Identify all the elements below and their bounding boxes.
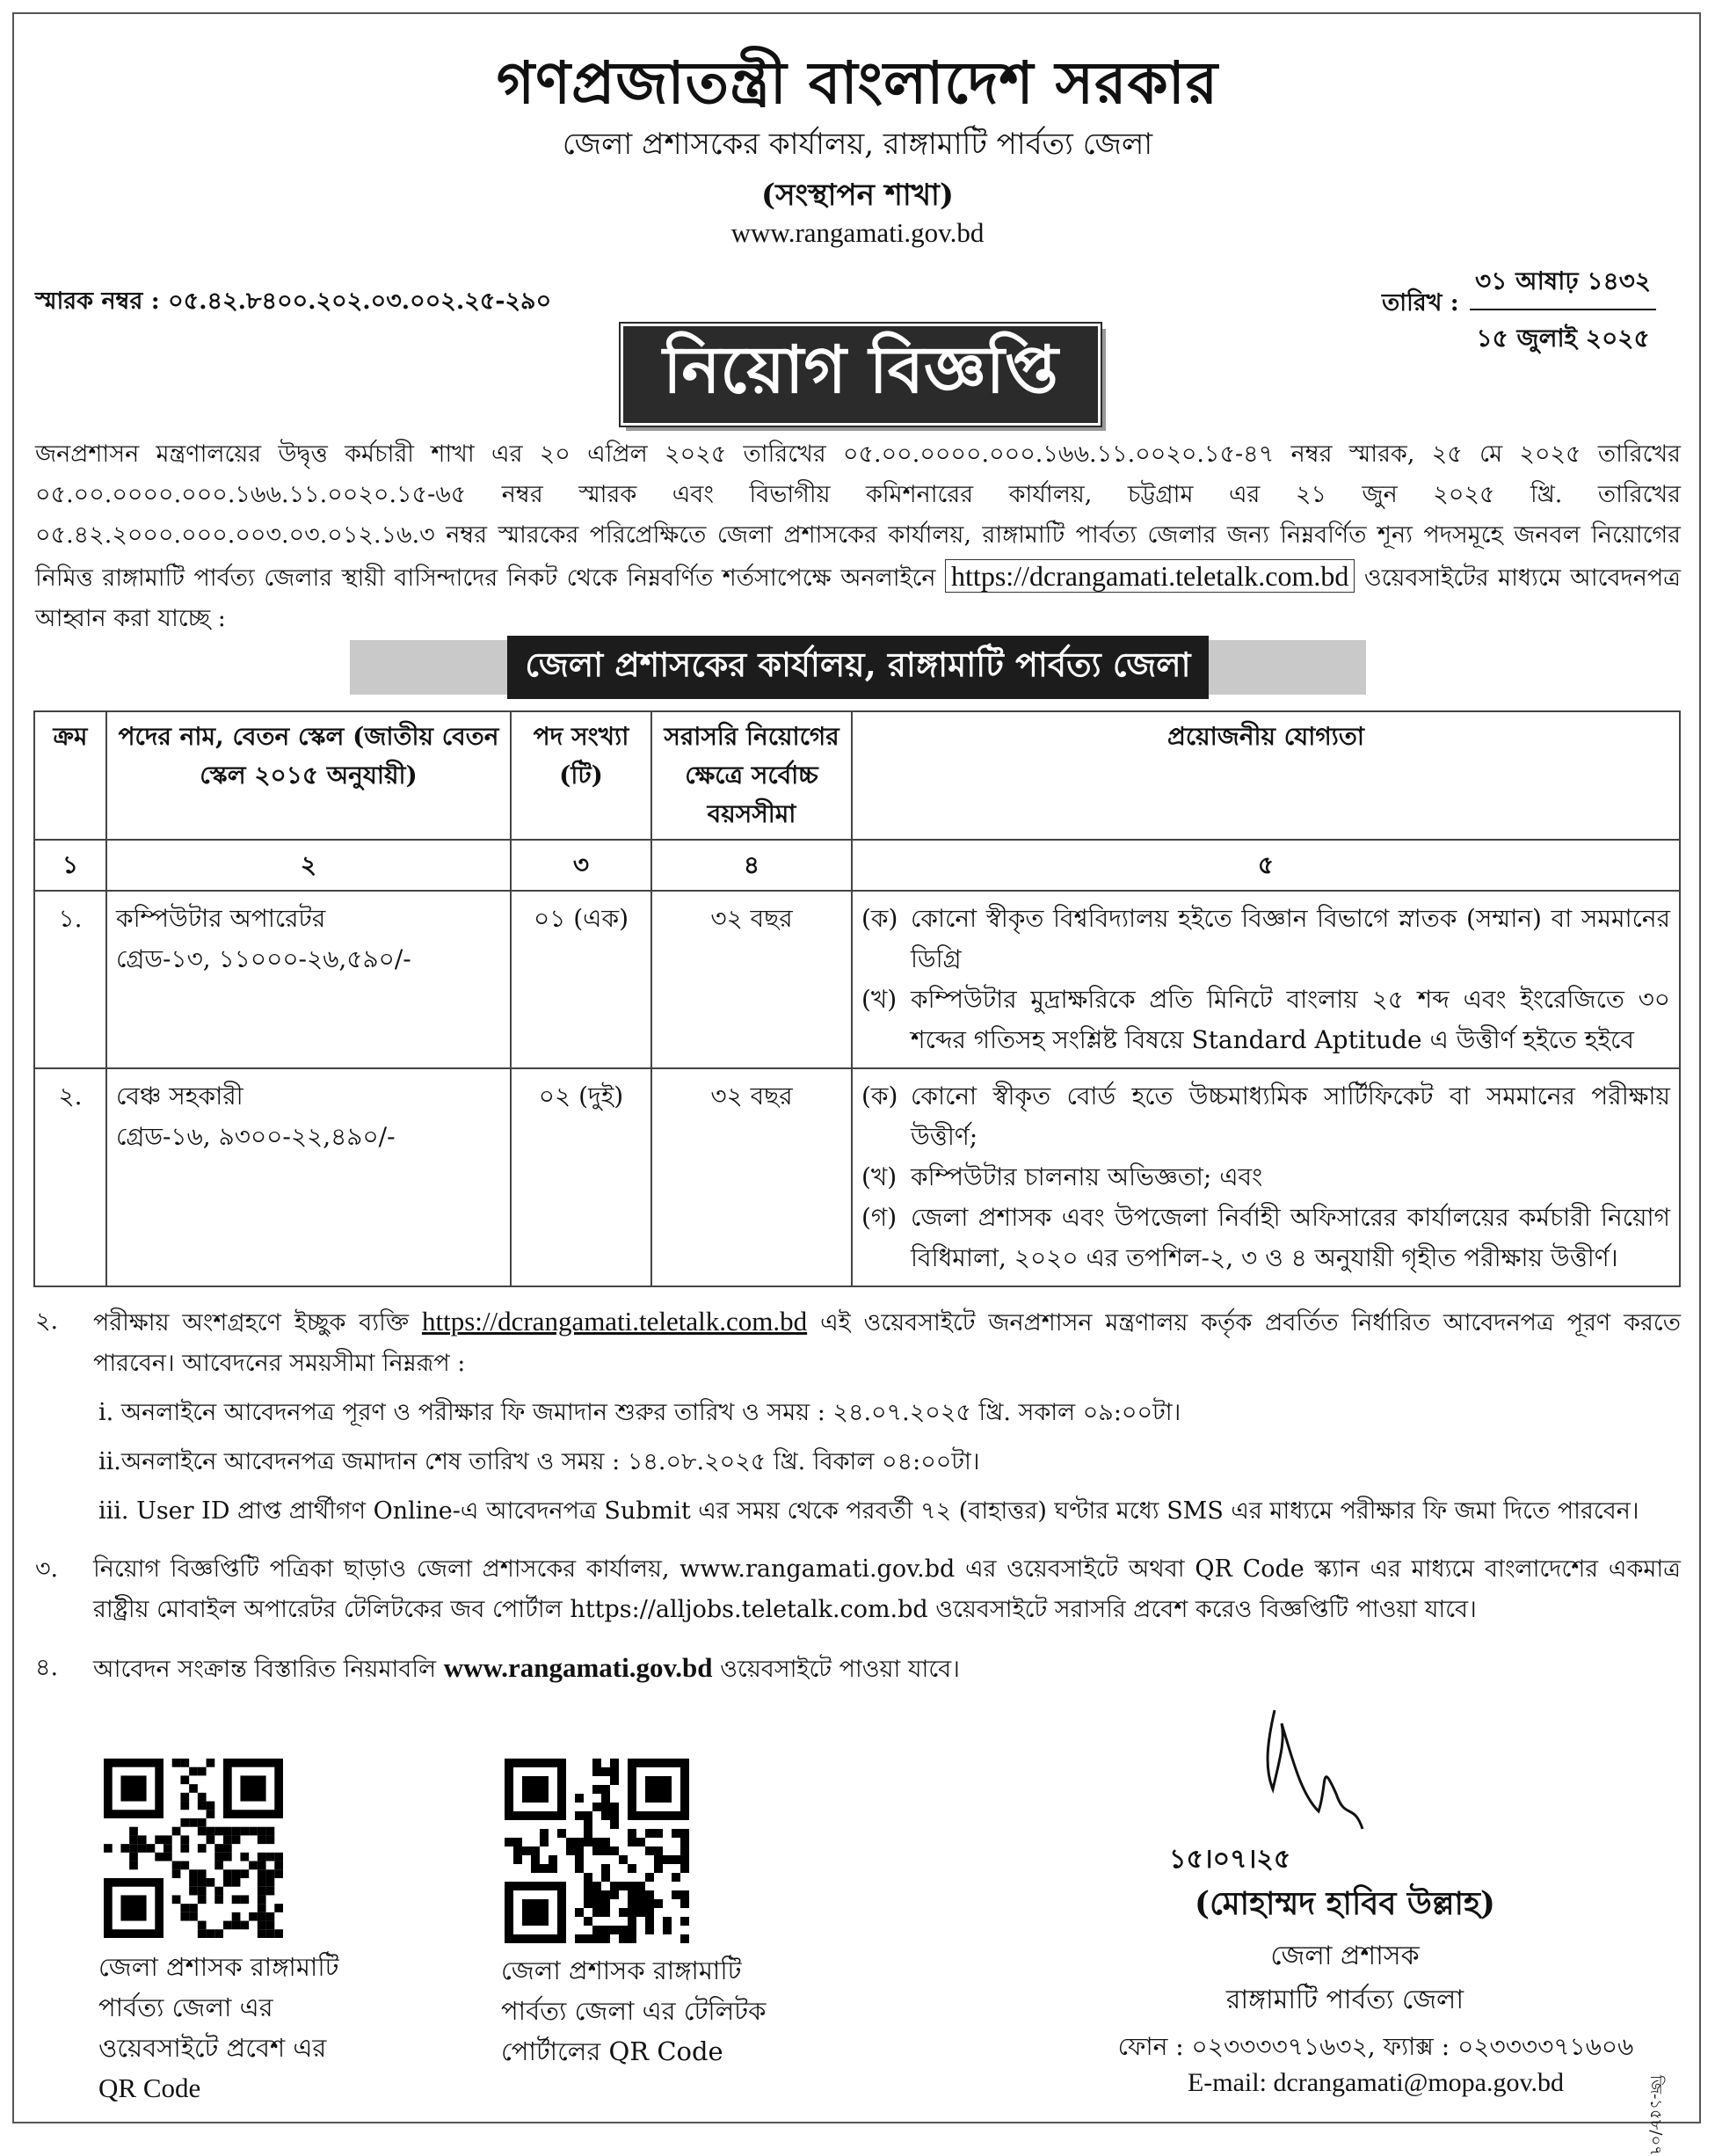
office-bar-label: জেলা প্রশাসকের কার্যালয়, রাঙ্গামাটি পার্বত্য জেলা (507, 636, 1208, 699)
branch-name: (সংস্থাপন শাখা) (760, 178, 954, 213)
qr-caption-right (501, 1950, 766, 2072)
post-name: বেঞ্চ সহকারী (116, 1082, 243, 1111)
row-age: ৩২ বছর (651, 891, 852, 1068)
government-title: গণপ্রজাতন্ত্রী বাংলাদেশ সরকার (496, 48, 1219, 117)
qualification-item (861, 1198, 1670, 1278)
signature-mark (1222, 1706, 1468, 1846)
qualification-text: কম্পিউটার মুদ্রাক্ষরিকে প্রতি মিনিটে বাংলায় ২৫ শব্দ এবং ইংরেজিতে ৩০ শব্দের গতিসহ সংশ্লিষ্ট বিষয়ে Standard Aptitude এ উত্তীর্ণ হইতে হইবে (911, 985, 1670, 1054)
qr-caption-left (98, 1947, 338, 2109)
note-number: ২. (35, 1307, 59, 1335)
post-grade: গ্রেড-১৬, ৯৩০০-২২,৪৯০/- (116, 1122, 396, 1151)
schedule-fee: iii. User ID প্রাপ্ত প্রার্থীগণ Online-এ আবেদনপত্র Submit এর সময় থেকে পরবর্তী ৭২ (বাহাত্তর) ঘণ্টার মধ্যে SMS এর মাধ্যমে পরীক্ষার ফি জমা দিতে পারবেন। (98, 1497, 1639, 1525)
index-cell: ২ (106, 840, 511, 891)
side-code: জি-১৫৮/০৭ (1646, 2075, 1665, 2156)
schedule-end: ii.অনলাইনে আবেদনপত্র জমাদান শেষ তারিখ ও সময় : ১৪.০৮.২০২৫ খ্রি. বিকাল ০৪:০০টা। (98, 1448, 980, 1475)
row-qualifications (852, 891, 1680, 1068)
contact-phone-fax: ফোন : ০২৩৩৩৩৭১৬৩২, ফ্যাক্স : ০২৩৩৩৩৭১৬০৬ (1117, 2032, 1634, 2061)
caption-line: পার্বত্য জেলা এর (98, 1992, 273, 2022)
row-age: ৩২ বছর (651, 1068, 852, 1286)
qualification-item (861, 980, 1670, 1060)
qualification-text: জেলা প্রশাসক এবং উপজেলা নির্বাহী অফিসারের কার্যালয়ের কর্মচারী নিয়োগ বিধিমালা, ২০২০ এর তপশিল-২, ৩ ও ৪ অনুযায়ী গৃহীত পরীক্ষায় উত্তীর্ণ। (911, 1203, 1670, 1272)
header-qualification: প্রয়োজনীয় যোগ্যতা (852, 711, 1680, 840)
signer-designation: জেলা প্রশাসক (1270, 1941, 1420, 1971)
header-count: পদ সংখ্যা (টি) (511, 711, 651, 840)
table-index-row (34, 840, 1680, 891)
qualification-key: (গ) (861, 1203, 897, 1232)
caption-line: QR Code (98, 2072, 201, 2103)
website-link[interactable]: www.rangamati.gov.bd (730, 217, 985, 248)
qualification-item (861, 899, 1670, 980)
row-count: ০২ (দুই) (511, 1068, 651, 1286)
index-cell: ৫ (852, 840, 1680, 891)
intro-paragraph (35, 434, 1681, 639)
date-label: তারিখ : (1382, 289, 1459, 317)
header-post: পদের নাম, বেতন স্কেল (জাতীয় বেতন স্কেল ২০১৫ অনুযায়ী) (106, 711, 511, 840)
qr-code-website[interactable] (104, 1759, 283, 1938)
note-text: পরীক্ষায় অংশগ্রহণে ইচ্ছুক ব্যক্তি (93, 1309, 410, 1337)
signer-name: (মোহাম্মদ হাবিব উল্লাহ) (1195, 1885, 1495, 1922)
header-serial: ক্রম (34, 711, 106, 840)
qualification-key: (খ) (861, 985, 897, 1014)
intro-text-end: ওয়েবসাইটের মাধ্যমে আবেদনপত্র আহ্বান করা যাচ্ছে : (35, 564, 1682, 632)
signer-district: রাঙ্গামাটি পার্বত্য জেলা (1225, 1985, 1464, 2015)
qualification-item (861, 1076, 1670, 1157)
note-3 (35, 1549, 1681, 1630)
notice-banner: নিয়োগ বিজ্ঞপ্তি (621, 324, 1101, 426)
note-text: এই ওয়েবসাইটে জনপ্রশাসন মন্ত্রণালয় কর্তৃক প্রবর্তিত নির্ধারিত আবেদনপত্র পূরণ করতে পারবেন। আবেদনের সময়সীমা নিম্নরূপ : (93, 1309, 1681, 1377)
note-number: ৪. (35, 1654, 59, 1681)
notes-section (35, 1301, 1681, 1690)
row-count: ০১ (এক) (511, 891, 651, 1068)
header-age: সরাসরি নিয়োগের ক্ষেত্রে সর্বোচ্চ বয়সসীমা (651, 711, 852, 840)
caption-line: পার্বত্য জেলা এর টেলিটক (501, 1996, 767, 2026)
note-number: ৩. (35, 1555, 59, 1583)
qualification-key: (ক) (861, 904, 898, 933)
caption-line: জেলা প্রশাসক রাঙ্গামাটি (501, 1956, 742, 1985)
caption-line: পোর্টালের QR Code (501, 2036, 723, 2066)
caption-line: ওয়েবসাইটে প্রবেশ এর (98, 2033, 327, 2063)
schedule-start: i. অনলাইনে আবেদনপত্র পূরণ ও পরীক্ষার ফি জমাদান শুরুর তারিখ ও সময় : ২৪.০৭.২০২৫ খ্রি. সকাল ০৯:০০টা। (98, 1399, 1181, 1426)
contact-email[interactable]: E-mail: dcrangamati@mopa.gov.bd (1187, 2068, 1565, 2097)
note-4 (35, 1648, 1681, 1690)
date-block (1470, 262, 1656, 361)
signature-date: ১৫।০৭।২৫ (1169, 1844, 1291, 1875)
qualification-text: কোনো স্বীকৃত বোর্ড হতে উচ্চমাধ্যমিক সার্টিফিকেট বা সমমানের পরীক্ষায় উত্তীর্ণ; (911, 1082, 1670, 1151)
table-row (34, 1068, 1680, 1286)
caption-line: জেলা প্রশাসক রাঙ্গামাটি (98, 1952, 339, 1982)
qualification-text: কম্পিউটার চালনায় অভিজ্ঞতা; এবং (911, 1162, 1263, 1191)
index-cell: ১ (34, 840, 106, 891)
index-cell: ৩ (511, 840, 651, 891)
index-cell: ৪ (651, 840, 852, 891)
intro-text: জনপ্রশাসন মন্ত্রণালয়ের উদ্বৃত্ত কর্মচারী শাখা এর ২০ এপ্রিল ২০২৫ তারিখের ০৫.০০.০০০০.০০০.১৬৬.১১.০০২০.১৫-৪৭ নম্বর স্মারক, ২৫ মে ২০২৫ তারিখের ০৫.০০.০০০০.০০০.১৬৬.১১.০০২০.১৫-৬৫ নম্বর স্মারক এবং বিভাগীয় কমিশনারের কার্যালয়, চট্টগ্রাম এর ২১ জুন ২০২৫ খ্রি. তারিখের ০৫.৪২.২০০০.০০০.০০৩.০৩.০১২.১৬.৩ নম্বর স্মারকের পরিপ্রেক্ষিতে জেলা প্রশাসকের কার্যালয়, রাঙ্গামাটি পার্বত্য জেলার জন্য নিম্নবর্ণিত শূন্য পদসমূহে জনবল নিয়োগের নিমিত্ত রাঙ্গামাটি পার্বত্য জেলার স্থায়ী বাসিন্দাদের নিকট থেকে নিম্নবর্ণিত শর্তসাপেক্ষে অনলাইনে (35, 441, 1681, 592)
note-text: আবেদন সংক্রান্ত বিস্তারিত নিয়মাবলি (93, 1656, 437, 1683)
date-gregorian: ১৫ জুলাই ২০২৫ (1476, 324, 1650, 353)
note-text: ওয়েবসাইটে পাওয়া যাবে। (720, 1656, 960, 1683)
memo-number: স্মারক নম্বর : ০৫.৪২.৮৪০০.২০২.০৩.০০২.২৫-২৯০ (35, 288, 552, 315)
date-bangla: ৩১ আষাঢ় ১৪৩২ (1470, 262, 1656, 310)
post-name: কম্পিউটার অপারেটর (116, 904, 326, 933)
teletalk-apply-link[interactable]: https://dcrangamati.teletalk.com.bd (421, 1306, 808, 1337)
note-body (93, 1648, 1681, 1690)
row-qualifications (852, 1068, 1680, 1286)
office-name: জেলা প্রশাসকের কার্যালয়, রাঙ্গামাটি পার্বত্য জেলা (562, 127, 1153, 162)
row-serial: ১. (34, 891, 106, 1068)
website-link-bold[interactable]: www.rangamati.gov.bd (443, 1652, 713, 1683)
intro-url-link[interactable]: https://dcrangamati.teletalk.com.bd (945, 559, 1355, 593)
qr-code-teletalk[interactable] (505, 1759, 689, 1943)
vacancy-table (33, 710, 1681, 1287)
note-body (93, 1301, 1681, 1384)
row-post (106, 891, 511, 1068)
qualification-key: (ক) (861, 1082, 898, 1111)
row-post (106, 1068, 511, 1286)
table-header-row (34, 711, 1680, 840)
qualification-text: কোনো স্বীকৃত বিশ্ববিদ্যালয় হইতে বিজ্ঞান বিভাগে স্নাতক (সম্মান) বা সমমানের ডিগ্রি (911, 904, 1670, 973)
row-serial: ২. (34, 1068, 106, 1286)
qualification-item (861, 1157, 1670, 1198)
qualification-key: (খ) (861, 1162, 897, 1191)
office-bar (350, 640, 1366, 695)
table-row (34, 891, 1680, 1068)
post-grade: গ্রেড-১৩, ১১০০০-২৬,৫৯০/- (116, 944, 411, 973)
note-2 (35, 1301, 1681, 1384)
note-text: নিয়োগ বিজ্ঞপ্তিটি পত্রিকা ছাড়াও জেলা প্রশাসকের কার্যালয়, www.rangamati.gov.bd এর ওয়েবসাইটে অথবা QR Code স্ক্যান এর মাধ্যমে বাংলাদেশের একমাত্র রাষ্ট্রীয় মোবাইল অপারেটর টেলিটকের জব পোর্টাল https://alljobs.teletalk.com.bd ওয়েবসাইটে সরাসরি প্রবেশ করেও বিজ্ঞপ্তিটি পাওয়া যাবে। (93, 1555, 1681, 1623)
